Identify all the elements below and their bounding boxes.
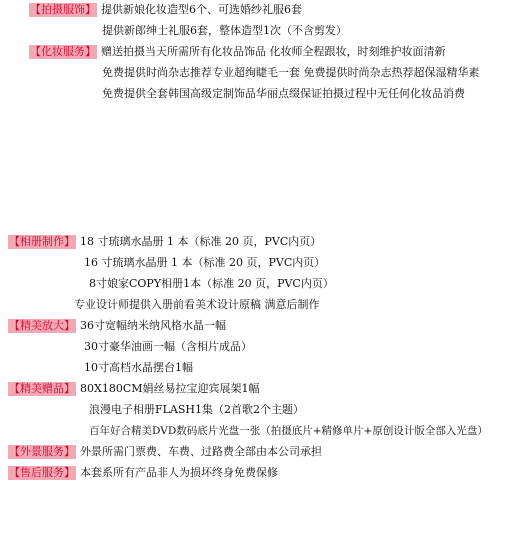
album-label: 【相册制作】 <box>9 235 75 248</box>
enlarge-row-1 <box>8 319 226 333</box>
album-line-3: 8寸娘家COPY相册1本（标准 20 页，PVC内页） <box>89 277 334 290</box>
album-line-1: 18 寸琉璃水晶册 1 本（标准 20 页，PVC内页） <box>80 235 322 248</box>
album-row-1 <box>8 235 321 249</box>
album-line-4: 专业设计师提供入册前看美术设计原稿 满意后制作 <box>74 298 320 311</box>
gift-line-1: 80X180CM娟丝易拉宝迎宾展架1幅 <box>80 382 260 395</box>
makeup-label: 【化妆服务】 <box>30 45 96 58</box>
gift-row-2 <box>89 403 304 417</box>
makeup-row-1 <box>29 45 446 59</box>
gift-line-3: 百年好合精美DVD数码底片光盘一张（拍摄底片+精修单片+原创设计版全部入光盘） <box>89 425 488 437</box>
outdoor-row <box>8 445 322 459</box>
makeup-row-3 <box>102 87 465 101</box>
shoot-label: 【拍摄服饰】 <box>30 3 96 16</box>
gift-row-3 <box>89 424 488 438</box>
makeup-line-3: 免费提供全套韩国高级定制饰品华丽点缀保证拍摄过程中无任何化妆品消费 <box>102 87 465 100</box>
album-row-2 <box>84 256 325 270</box>
enlarge-line-1: 36寸宽幅纳米纳风格水晶一幅 <box>80 319 226 332</box>
enlarge-row-2 <box>84 340 252 354</box>
shoot-row-2 <box>102 24 347 38</box>
makeup-line-1: 赠送拍摄当天所需所有化妆品饰品 化妆师全程跟妆，时刻维护妆面清新 <box>101 45 446 58</box>
album-row-3 <box>89 277 334 291</box>
makeup-line-2: 免费提供时尚杂志推荐专业超绚睫毛一套 免费提供时尚杂志热荐超保湿精华素 <box>102 66 480 79</box>
enlarge-line-2: 30寸豪华油画一幅（含相片成品） <box>84 340 252 353</box>
aftersale-label: 【售后服务】 <box>9 466 75 479</box>
gift-label: 【精美赠品】 <box>9 382 75 395</box>
outdoor-label: 【外景服务】 <box>9 445 75 458</box>
enlarge-row-3 <box>84 361 193 375</box>
aftersale-row <box>8 466 278 480</box>
album-line-2: 16 寸琉璃水晶册 1 本（标准 20 页，PVC内页） <box>84 256 326 269</box>
enlarge-label: 【精美放大】 <box>9 319 75 332</box>
gift-line-2: 浪漫电子相册FLASH1集（2首歌2个主题） <box>89 403 305 416</box>
shoot-line-1: 提供新娘化妆造型6个、可选婚纱礼服6套 <box>101 3 302 16</box>
gift-row-1 <box>8 382 260 396</box>
album-row-4 <box>74 298 320 312</box>
aftersale-line: 本套系所有产品非人为损坏终身免费保修 <box>80 466 278 479</box>
outdoor-line: 外景所需门票费、车费、过路费全部由本公司承担 <box>80 445 322 458</box>
shoot-line-2: 提供新郎绅士礼服6套，整体造型1次（不含剪发） <box>102 24 347 37</box>
enlarge-line-3: 10寸高档水晶摆台1幅 <box>84 361 193 374</box>
shoot-row-1 <box>29 3 302 17</box>
makeup-row-2 <box>102 66 480 80</box>
